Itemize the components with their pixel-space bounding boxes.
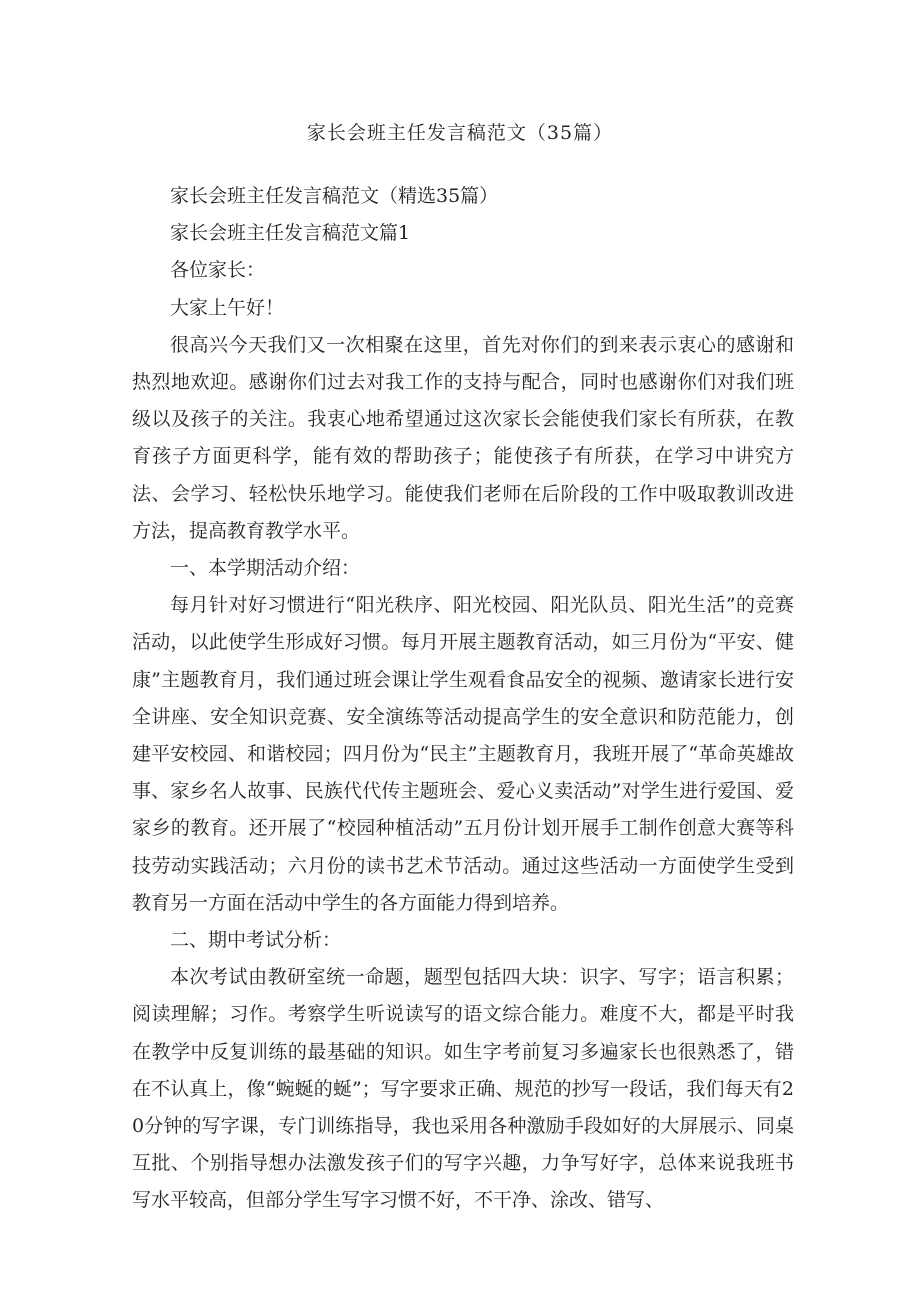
paragraph-intro: 很高兴今天我们又一次相聚在这里，首先对你们的到来表示衷心的感谢和热烈地欢迎。感谢你们过去对我工作的支持与配合，同时也感谢你们对我们班级以及孩子的关注。我衷心地希望通过这次家长会能使我们家长有所获，在教育孩子方面更科学，能有效的帮助孩子；能使孩子有所获，在学习中讲究方法、会学习、轻松快乐地学习。能使我们老师在后阶段的工作中吸取教训改进方法，提高教育教学水平。: [132, 333, 794, 542]
paragraph-heading-exam: 二、期中考试分析：: [170, 929, 342, 952]
paragraph-section-heading: 家长会班主任发言稿范文篇1: [170, 222, 411, 245]
paragraph-heading-activities: 一、本学期活动介绍：: [170, 557, 361, 580]
paragraph-subtitle: 家长会班主任发言稿范文（精选35篇）: [170, 185, 499, 207]
paragraph-greeting: 大家上午好！: [170, 296, 285, 319]
paragraph-activities: 每月针对好习惯进行“阳光秩序、阳光校园、阳光队员、阳光生活”的竞赛活动，以此使学生形成好习惯。每月开展主题教育活动，如三月份为“平安、健康”主题教育月，我们通过班会课让学生观看食品安全的视频、邀请家长进行安全讲座、安全知识竞赛、安全演练等活动提高学生的安全意识和防范能力，创建平安校园、和谐校园；四月份为“民主”主题教育月，我班开展了“革命英雄故事、家乡名人故事、民族代代传主题班会、爱心义卖活动”对学生进行爱国、爱家乡的教育。还开展了“校园种植活动”五月份计划开展手工制作创意大赛等科技劳动实践活动；六月份的读书艺术节活动。通过这些活动一方面使学生受到教育另一方面在活动中学生的各方面能力得到培养。: [132, 594, 794, 914]
document-title: 家长会班主任发言稿范文（35篇）: [306, 122, 614, 144]
paragraph-exam: 本次考试由教研室统一命题，题型包括四大块：识字、写字；语言积累；阅读理解；习作。考察学生听说读写的语文综合能力。难度不大，都是平时我在教学中反复训练的最基础的知识。如生字考前复习多遍家长也很熟悉了，错在不认真上，像“蜿蜒的蜒”；写字要求正确、规范的抄写一段话，我们每天有20分钟的写字课，专门训练指导，我也采用各种激励手段如好的大屏展示、同桌互批、个别指导想办法激发孩子们的写字兴趣，力争写好字，总体来说我班书写水平较高，但部分学生写字习惯不好，不干净、涂改、错写、: [132, 966, 794, 1212]
paragraph-salutation: 各位家长：: [170, 259, 266, 282]
document-body: [132, 178, 794, 1220]
